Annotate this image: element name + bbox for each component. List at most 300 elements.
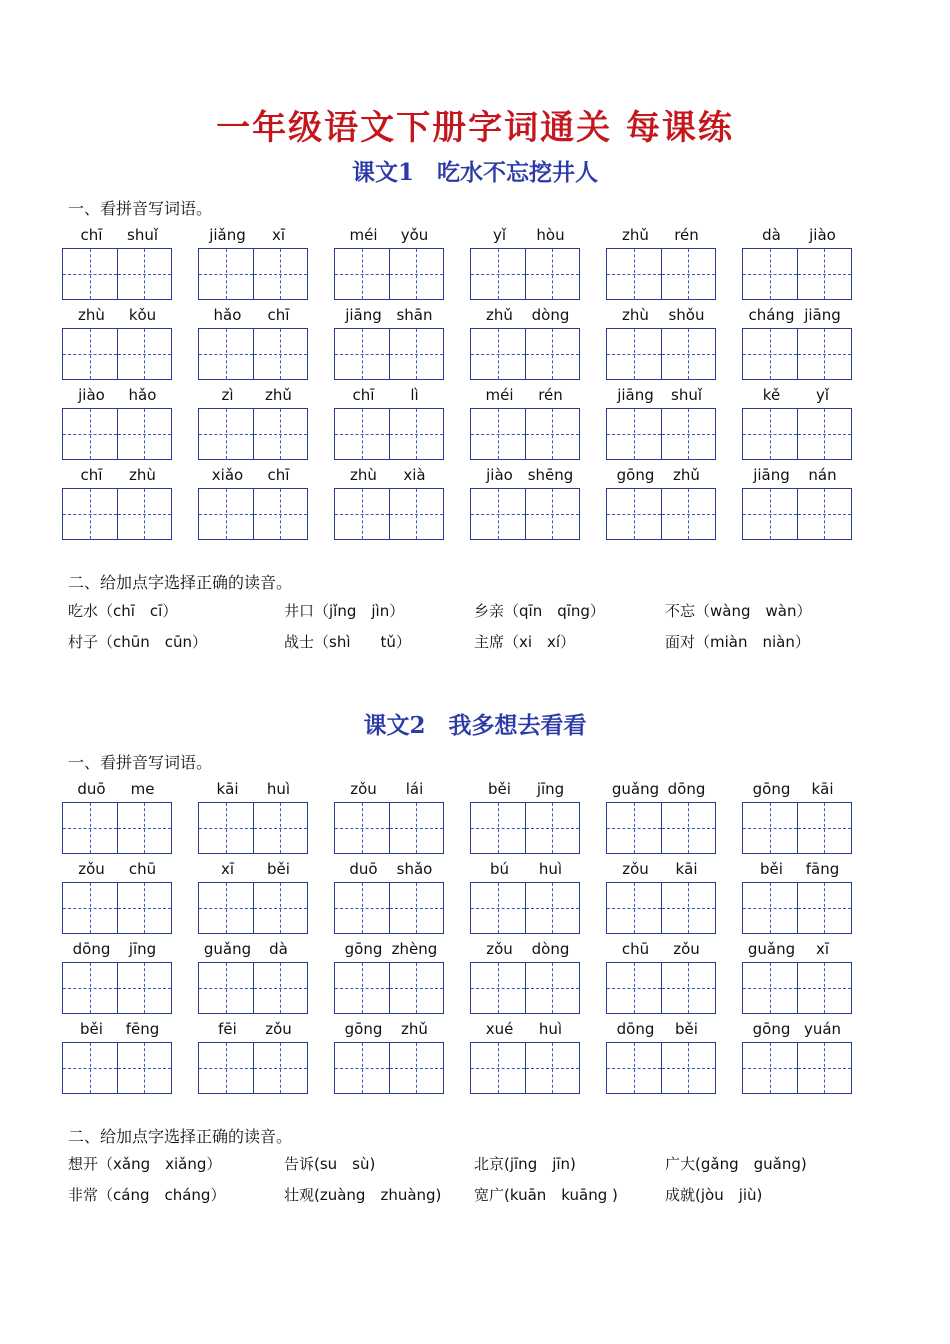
pinyin-syllable: kě — [762, 386, 781, 404]
pinyin-syllable: guǎng — [611, 780, 660, 798]
grid-row — [62, 304, 854, 384]
pinyin-syllable: zhǔ — [265, 386, 292, 404]
word-item — [198, 1018, 308, 1098]
word-item — [470, 304, 580, 384]
writing-box[interactable] — [606, 488, 716, 540]
pinyin-label — [470, 306, 580, 326]
pinyin-syllable: huì — [538, 1020, 563, 1038]
character-grid-square[interactable] — [607, 249, 661, 299]
pinyin-label — [62, 1020, 172, 1040]
writing-box[interactable] — [606, 882, 716, 934]
character-grid-square[interactable] — [471, 1043, 525, 1093]
pinyin-syllable: duō — [77, 780, 106, 798]
character-grid-square[interactable] — [661, 329, 716, 379]
pinyin-syllable: kāi — [216, 780, 239, 798]
pinyin-label — [62, 940, 172, 960]
reading-row — [68, 1184, 868, 1215]
character-grid-square[interactable] — [607, 489, 661, 539]
character-grid-square[interactable] — [199, 963, 253, 1013]
writing-box[interactable] — [742, 802, 852, 854]
word-item — [742, 938, 852, 1018]
character-grid-square[interactable] — [253, 249, 308, 299]
character-grid-square[interactable] — [117, 963, 172, 1013]
character-grid-square[interactable] — [335, 249, 389, 299]
character-grid-square[interactable] — [199, 329, 253, 379]
pinyin-syllable: kāi — [811, 780, 834, 798]
writing-box[interactable] — [606, 962, 716, 1014]
writing-box[interactable] — [606, 802, 716, 854]
character-grid-square[interactable] — [797, 963, 852, 1013]
word-item — [334, 778, 444, 858]
writing-box[interactable] — [742, 488, 852, 540]
character-grid-square[interactable] — [199, 883, 253, 933]
character-grid-square[interactable] — [389, 249, 444, 299]
character-grid-square[interactable] — [525, 883, 580, 933]
pinyin-syllable: duō — [349, 860, 378, 878]
pinyin-label — [62, 386, 172, 406]
pinyin-syllable: jīng — [536, 780, 565, 798]
character-grid-square[interactable] — [797, 803, 852, 853]
pinyin-label — [334, 386, 444, 406]
page-title: 一年级语文下册字词通关 每课练 — [216, 108, 734, 148]
word-item — [62, 304, 172, 384]
pinyin-syllable: chī — [352, 386, 375, 404]
pinyin-syllable: lái — [405, 780, 424, 798]
character-grid-square[interactable] — [389, 883, 444, 933]
writing-box[interactable] — [198, 802, 308, 854]
word-item — [470, 1018, 580, 1098]
word-item — [198, 938, 308, 1018]
pinyin-syllable: zhù — [78, 306, 105, 324]
pinyin-syllable: fēng — [125, 1020, 160, 1038]
character-grid-square[interactable] — [607, 963, 661, 1013]
writing-box[interactable] — [198, 248, 308, 300]
character-grid-square[interactable] — [525, 329, 580, 379]
pinyin-syllable: xiǎo — [211, 466, 244, 484]
writing-box[interactable] — [742, 882, 852, 934]
reading-choice-item[interactable]: 面对（miàn niàn） — [665, 633, 810, 651]
character-grid-square[interactable] — [335, 409, 389, 459]
word-item — [470, 384, 580, 464]
reading-choice-item[interactable]: 主席（xi xí） — [474, 633, 576, 651]
character-grid-square[interactable] — [389, 963, 444, 1013]
reading-choice-item[interactable]: 井口（jǐng jìn） — [284, 602, 405, 620]
word-item — [334, 304, 444, 384]
character-grid-square[interactable] — [389, 1043, 444, 1093]
writing-box[interactable] — [470, 882, 580, 934]
character-grid-square[interactable] — [63, 409, 117, 459]
pinyin-syllable: zhù — [350, 466, 377, 484]
writing-box[interactable] — [198, 488, 308, 540]
grid-row — [62, 464, 854, 544]
character-grid-square[interactable] — [199, 409, 253, 459]
pinyin-label — [606, 306, 716, 326]
character-grid-square[interactable] — [253, 489, 308, 539]
pinyin-syllable: dà — [269, 940, 288, 958]
word-item — [334, 1018, 444, 1098]
reading-choice-item[interactable]: 不忘（wàng wàn） — [665, 602, 812, 620]
pinyin-syllable: huì — [266, 780, 291, 798]
writing-box[interactable] — [742, 408, 852, 460]
character-grid-square[interactable] — [335, 329, 389, 379]
writing-box[interactable] — [606, 328, 716, 380]
reading-choice-list — [68, 1153, 868, 1215]
character-grid-square[interactable] — [661, 489, 716, 539]
character-grid-square[interactable] — [253, 329, 308, 379]
word-item — [62, 384, 172, 464]
word-item — [606, 1018, 716, 1098]
character-grid-square[interactable] — [389, 409, 444, 459]
word-item — [742, 778, 852, 858]
character-grid-square[interactable] — [253, 883, 308, 933]
pinyin-syllable: yǐ — [815, 386, 830, 404]
word-item — [742, 224, 852, 304]
writing-box[interactable] — [62, 488, 172, 540]
writing-box[interactable] — [62, 408, 172, 460]
character-grid-square[interactable] — [797, 1043, 852, 1093]
character-grid-square[interactable] — [743, 803, 797, 853]
pinyin-syllable: shēng — [527, 466, 574, 484]
pinyin-syllable: méi — [349, 226, 378, 244]
character-grid-square[interactable] — [661, 883, 716, 933]
grid-row — [62, 1018, 854, 1098]
pinyin-label — [742, 860, 852, 880]
writing-box[interactable] — [334, 248, 444, 300]
character-grid-square[interactable] — [471, 963, 525, 1013]
pinyin-syllable: zǒu — [265, 1020, 292, 1038]
pinyin-syllable: jīng — [128, 940, 157, 958]
pinyin-label — [470, 466, 580, 486]
writing-box[interactable] — [334, 408, 444, 460]
pinyin-label — [742, 780, 852, 800]
writing-box[interactable] — [198, 328, 308, 380]
writing-box[interactable] — [62, 1042, 172, 1094]
pinyin-label — [198, 860, 308, 880]
character-grid-square[interactable] — [63, 329, 117, 379]
writing-box[interactable] — [62, 962, 172, 1014]
character-grid-square[interactable] — [797, 489, 852, 539]
pinyin-syllable: yǐ — [492, 226, 507, 244]
word-item — [198, 778, 308, 858]
pinyin-syllable: zhù — [129, 466, 156, 484]
character-grid-square[interactable] — [607, 1043, 661, 1093]
character-grid-square[interactable] — [63, 1043, 117, 1093]
pinyin-label — [334, 306, 444, 326]
pinyin-syllable: hòu — [536, 226, 565, 244]
pinyin-syllable: dōng — [616, 1020, 655, 1038]
section-heading-choose-reading: 二、给加点字选择正确的读音。 — [68, 573, 293, 592]
character-grid-square[interactable] — [63, 963, 117, 1013]
character-grid-square[interactable] — [743, 1043, 797, 1093]
character-grid-square[interactable] — [661, 963, 716, 1013]
reading-choice-item[interactable]: 成就(jòu jiù) — [665, 1186, 763, 1204]
grid-row — [62, 778, 854, 858]
character-grid-square[interactable] — [335, 1043, 389, 1093]
writing-box[interactable] — [62, 248, 172, 300]
character-grid-square[interactable] — [63, 249, 117, 299]
pinyin-syllable: dòng — [531, 940, 570, 958]
word-item — [334, 858, 444, 938]
pinyin-syllable: zǒu — [486, 940, 513, 958]
character-grid-square[interactable] — [117, 329, 172, 379]
writing-box[interactable] — [198, 1042, 308, 1094]
character-grid-square[interactable] — [525, 249, 580, 299]
character-grid-square[interactable] — [117, 883, 172, 933]
character-grid-square[interactable] — [797, 249, 852, 299]
character-grid-square[interactable] — [743, 409, 797, 459]
character-grid-square[interactable] — [117, 249, 172, 299]
writing-box[interactable] — [334, 882, 444, 934]
reading-choice-item[interactable]: 战士（shì tǔ） — [284, 633, 411, 651]
pinyin-label — [198, 306, 308, 326]
word-item — [742, 384, 852, 464]
word-item — [198, 384, 308, 464]
character-grid-square[interactable] — [117, 489, 172, 539]
character-grid-square[interactable] — [797, 329, 852, 379]
writing-box[interactable] — [742, 1042, 852, 1094]
pinyin-label — [606, 466, 716, 486]
writing-box[interactable] — [334, 328, 444, 380]
character-grid-square[interactable] — [389, 803, 444, 853]
character-grid-square[interactable] — [525, 489, 580, 539]
character-grid-square[interactable] — [743, 489, 797, 539]
character-grid-square[interactable] — [253, 803, 308, 853]
character-grid-square[interactable] — [471, 883, 525, 933]
character-grid-square[interactable] — [661, 803, 716, 853]
word-item — [742, 464, 852, 544]
pinyin-syllable: rén — [674, 226, 699, 244]
word-item — [62, 1018, 172, 1098]
pinyin-syllable: běi — [760, 860, 783, 878]
writing-box[interactable] — [334, 962, 444, 1014]
pinyin-syllable: jiāng — [617, 386, 654, 404]
writing-box[interactable] — [606, 248, 716, 300]
pinyin-label — [62, 306, 172, 326]
writing-box[interactable] — [62, 802, 172, 854]
writing-box[interactable] — [470, 962, 580, 1014]
pinyin-syllable: kǒu — [128, 306, 157, 324]
character-grid-square[interactable] — [253, 1043, 308, 1093]
reading-choice-item[interactable]: 宽广(kuān kuāng ) — [474, 1186, 618, 1204]
writing-box[interactable] — [470, 1042, 580, 1094]
writing-box[interactable] — [606, 408, 716, 460]
pinyin-syllable: zǒu — [673, 940, 700, 958]
character-grid-square[interactable] — [199, 1043, 253, 1093]
character-grid-square[interactable] — [607, 883, 661, 933]
word-writing-grid — [62, 224, 854, 544]
pinyin-label — [742, 466, 852, 486]
pinyin-label — [470, 860, 580, 880]
pinyin-syllable: xī — [815, 940, 830, 958]
word-item — [606, 464, 716, 544]
character-grid-square[interactable] — [63, 883, 117, 933]
character-grid-square[interactable] — [661, 1043, 716, 1093]
writing-box[interactable] — [470, 488, 580, 540]
writing-box[interactable] — [198, 962, 308, 1014]
pinyin-label — [198, 386, 308, 406]
character-grid-square[interactable] — [253, 409, 308, 459]
reading-choice-item[interactable]: 告诉(su sù) — [284, 1155, 376, 1173]
pinyin-syllable: xué — [485, 1020, 514, 1038]
reading-row — [68, 631, 868, 662]
character-grid-square[interactable] — [607, 409, 661, 459]
word-item — [198, 464, 308, 544]
pinyin-syllable: chū — [621, 940, 650, 958]
reading-choice-item[interactable]: 非常（cáng cháng） — [68, 1186, 226, 1204]
word-item — [742, 304, 852, 384]
pinyin-syllable: chū — [128, 860, 157, 878]
character-grid-square[interactable] — [199, 803, 253, 853]
grid-row — [62, 224, 854, 304]
pinyin-syllable: jiǎng — [209, 226, 246, 244]
writing-box[interactable] — [62, 882, 172, 934]
section-heading-choose-reading: 二、给加点字选择正确的读音。 — [68, 1127, 293, 1146]
character-grid-square[interactable] — [389, 329, 444, 379]
pinyin-syllable: zhǔ — [486, 306, 513, 324]
pinyin-syllable: chī — [267, 466, 290, 484]
character-grid-square[interactable] — [743, 329, 797, 379]
character-grid-square[interactable] — [199, 249, 253, 299]
writing-box[interactable] — [198, 882, 308, 934]
writing-box[interactable] — [334, 802, 444, 854]
word-item — [470, 778, 580, 858]
writing-box[interactable] — [62, 328, 172, 380]
writing-box[interactable] — [470, 408, 580, 460]
pinyin-label — [334, 1020, 444, 1040]
writing-box[interactable] — [742, 248, 852, 300]
writing-box[interactable] — [334, 488, 444, 540]
character-grid-square[interactable] — [335, 489, 389, 539]
character-grid-square[interactable] — [335, 803, 389, 853]
word-item — [742, 858, 852, 938]
character-grid-square[interactable] — [335, 963, 389, 1013]
word-item — [62, 464, 172, 544]
pinyin-syllable: běi — [488, 780, 511, 798]
pinyin-syllable: dōng — [72, 940, 111, 958]
pinyin-syllable: zǒu — [622, 860, 649, 878]
word-item — [198, 858, 308, 938]
writing-box[interactable] — [742, 328, 852, 380]
pinyin-label — [334, 226, 444, 246]
writing-box[interactable] — [198, 408, 308, 460]
pinyin-syllable: xià — [403, 466, 426, 484]
character-grid-square[interactable] — [471, 803, 525, 853]
pinyin-syllable: huì — [538, 860, 563, 878]
word-item — [606, 778, 716, 858]
pinyin-syllable: nán — [808, 466, 837, 484]
pinyin-syllable: zhǔ — [401, 1020, 428, 1038]
character-grid-square[interactable] — [389, 489, 444, 539]
lesson-title: 课文2 我多想去看看 — [363, 712, 587, 739]
pinyin-syllable: zǒu — [78, 860, 105, 878]
pinyin-label — [470, 226, 580, 246]
pinyin-label — [742, 306, 852, 326]
character-grid-square[interactable] — [471, 249, 525, 299]
character-grid-square[interactable] — [525, 409, 580, 459]
pinyin-label — [198, 466, 308, 486]
character-grid-square[interactable] — [117, 803, 172, 853]
character-grid-square[interactable] — [117, 409, 172, 459]
pinyin-label — [606, 386, 716, 406]
pinyin-label — [470, 1020, 580, 1040]
pinyin-syllable: zǒu — [350, 780, 377, 798]
reading-choice-item[interactable]: 吃水（chī cī） — [68, 602, 178, 620]
reading-choice-item[interactable]: 广大(gǎng guǎng) — [665, 1155, 807, 1173]
pinyin-syllable: gōng — [616, 466, 655, 484]
character-grid-square[interactable] — [471, 409, 525, 459]
pinyin-syllable: shǎo — [396, 860, 433, 878]
reading-choice-item[interactable]: 想开（xǎng xiǎng） — [68, 1155, 222, 1173]
writing-box[interactable] — [470, 248, 580, 300]
character-grid-square[interactable] — [253, 963, 308, 1013]
pinyin-label — [334, 940, 444, 960]
character-grid-square[interactable] — [117, 1043, 172, 1093]
writing-box[interactable] — [334, 1042, 444, 1094]
character-grid-square[interactable] — [525, 1043, 580, 1093]
character-grid-square[interactable] — [797, 883, 852, 933]
pinyin-syllable: běi — [267, 860, 290, 878]
writing-box[interactable] — [742, 962, 852, 1014]
character-grid-square[interactable] — [335, 883, 389, 933]
reading-choice-item[interactable]: 村子（chūn cūn） — [68, 633, 208, 651]
pinyin-syllable: guǎng — [203, 940, 252, 958]
pinyin-label — [606, 226, 716, 246]
character-grid-square[interactable] — [471, 329, 525, 379]
pinyin-syllable: fēi — [218, 1020, 237, 1038]
character-grid-square[interactable] — [63, 803, 117, 853]
character-grid-square[interactable] — [525, 963, 580, 1013]
pinyin-syllable: shān — [396, 306, 433, 324]
pinyin-label — [198, 780, 308, 800]
character-grid-square[interactable] — [607, 329, 661, 379]
pinyin-label — [606, 860, 716, 880]
pinyin-syllable: kāi — [675, 860, 698, 878]
writing-box[interactable] — [470, 328, 580, 380]
character-grid-square[interactable] — [661, 409, 716, 459]
pinyin-syllable: jiāng — [753, 466, 790, 484]
pinyin-syllable: guǎng — [747, 940, 796, 958]
character-grid-square[interactable] — [743, 249, 797, 299]
character-grid-square[interactable] — [607, 803, 661, 853]
character-grid-square[interactable] — [63, 489, 117, 539]
pinyin-label — [470, 780, 580, 800]
character-grid-square[interactable] — [199, 489, 253, 539]
writing-box[interactable] — [470, 802, 580, 854]
lesson-title: 课文1 吃水不忘挖井人 — [351, 159, 598, 186]
word-item — [334, 464, 444, 544]
pinyin-syllable: gōng — [344, 940, 383, 958]
reading-choice-item[interactable]: 壮观(zuàng zhuàng) — [284, 1186, 442, 1204]
character-grid-square[interactable] — [743, 883, 797, 933]
character-grid-square[interactable] — [797, 409, 852, 459]
pinyin-label — [62, 860, 172, 880]
character-grid-square[interactable] — [525, 803, 580, 853]
word-item — [62, 778, 172, 858]
character-grid-square[interactable] — [471, 489, 525, 539]
section-heading-write-words: 一、看拼音写词语。 — [68, 199, 213, 218]
reading-choice-item[interactable]: 乡亲（qīn qīng） — [474, 602, 605, 620]
reading-choice-item[interactable]: 北京(jīng jīn) — [474, 1155, 576, 1173]
pinyin-syllable: dà — [762, 226, 781, 244]
pinyin-syllable: lì — [410, 386, 419, 404]
word-item — [334, 384, 444, 464]
writing-box[interactable] — [606, 1042, 716, 1094]
character-grid-square[interactable] — [743, 963, 797, 1013]
pinyin-syllable: shuǐ — [127, 226, 158, 244]
character-grid-square[interactable] — [661, 249, 716, 299]
pinyin-label — [470, 386, 580, 406]
pinyin-syllable: chī — [80, 226, 103, 244]
